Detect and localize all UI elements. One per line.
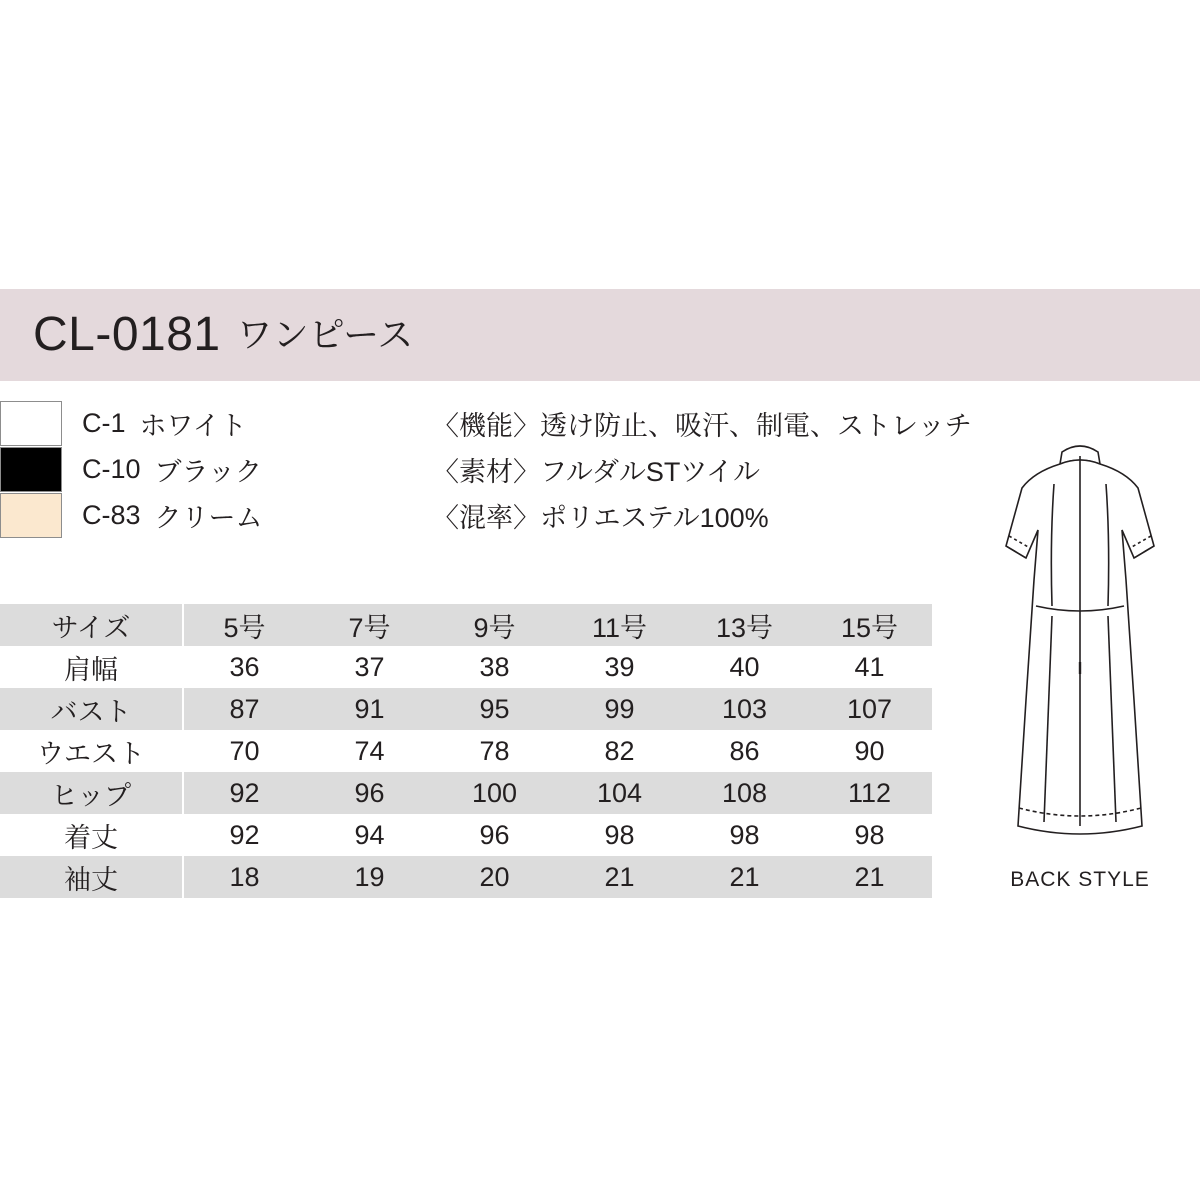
table-cell: 74: [307, 730, 432, 772]
table-cell: 91: [307, 688, 432, 730]
color-code: C-1: [82, 407, 126, 438]
table-cell: 96: [432, 814, 557, 856]
table-cell: 107: [807, 688, 932, 730]
row-label: 肩幅: [0, 646, 182, 688]
table-header-cell: サイズ: [0, 604, 182, 646]
color-name: ブラック: [154, 456, 262, 487]
color-row: [0, 400, 330, 446]
table-cell: 21: [807, 856, 932, 898]
color-code: C-10: [82, 453, 141, 484]
table-divider: [182, 604, 184, 898]
row-label: 袖丈: [0, 856, 182, 898]
row-label: 着丈: [0, 814, 182, 856]
row-label: ウエスト: [0, 730, 182, 772]
table-cell: 36: [182, 646, 307, 688]
table-cell: 100: [432, 772, 557, 814]
table-cell: 38: [432, 646, 557, 688]
color-swatch-white: [0, 401, 62, 446]
back-style-illustration: [960, 430, 1200, 910]
table-header-cell: 9号: [432, 604, 557, 646]
color-row: [0, 492, 330, 538]
table-cell: 112: [807, 772, 932, 814]
table-header-row: [0, 604, 932, 646]
table-row: [0, 856, 932, 898]
table-header-cell: 11号: [557, 604, 682, 646]
title-band: [0, 289, 1200, 381]
table-cell: 104: [557, 772, 682, 814]
color-swatch-black: [0, 447, 62, 492]
table-cell: 98: [557, 814, 682, 856]
table-cell: 98: [682, 814, 807, 856]
table-cell: 70: [182, 730, 307, 772]
spec-material: 〈素材〉フルダルSTツイル: [432, 457, 760, 487]
row-label: バスト: [0, 688, 182, 730]
table-cell: 95: [432, 688, 557, 730]
table-row: [0, 730, 932, 772]
table-cell: 21: [557, 856, 682, 898]
color-swatch-cream: [0, 493, 62, 538]
table-row: [0, 772, 932, 814]
color-name: クリーム: [154, 502, 263, 533]
table-cell: 37: [307, 646, 432, 688]
table-cell: 86: [682, 730, 807, 772]
back-style-caption: BACK STYLE: [1010, 868, 1150, 891]
product-code: CL-0181: [33, 308, 221, 361]
color-row: [0, 446, 330, 492]
table-header-cell: 13号: [682, 604, 807, 646]
table-cell: 18: [182, 856, 307, 898]
table-row: [0, 814, 932, 856]
table-cell: 96: [307, 772, 432, 814]
table-cell: 90: [807, 730, 932, 772]
size-table: [0, 604, 932, 898]
table-cell: 21: [682, 856, 807, 898]
spec-list: [432, 403, 1052, 541]
table-cell: 99: [557, 688, 682, 730]
table-header-cell: 7号: [307, 604, 432, 646]
table-row: [0, 646, 932, 688]
table-row: [0, 688, 932, 730]
product-name: ワンピース: [236, 314, 414, 355]
table-cell: 92: [182, 814, 307, 856]
table-header-cell: 5号: [182, 604, 307, 646]
table-cell: 87: [182, 688, 307, 730]
table-cell: 82: [557, 730, 682, 772]
table-cell: 40: [682, 646, 807, 688]
spec-function: 〈機能〉透け防止、吸汗、制電、ストレッチ: [432, 411, 972, 441]
table-cell: 39: [557, 646, 682, 688]
table-cell: 103: [682, 688, 807, 730]
table-cell: 78: [432, 730, 557, 772]
table-cell: 41: [807, 646, 932, 688]
table-header-cell: 15号: [807, 604, 932, 646]
table-cell: 108: [682, 772, 807, 814]
color-name: ホワイト: [139, 410, 247, 441]
table-cell: 19: [307, 856, 432, 898]
color-code: C-83: [82, 499, 141, 530]
table-cell: 20: [432, 856, 557, 898]
table-cell: 92: [182, 772, 307, 814]
color-list: [0, 400, 330, 538]
table-cell: 98: [807, 814, 932, 856]
row-label: ヒップ: [0, 772, 182, 814]
spec-composition: 〈混率〉ポリエステル100%: [432, 503, 769, 533]
table-cell: 94: [307, 814, 432, 856]
